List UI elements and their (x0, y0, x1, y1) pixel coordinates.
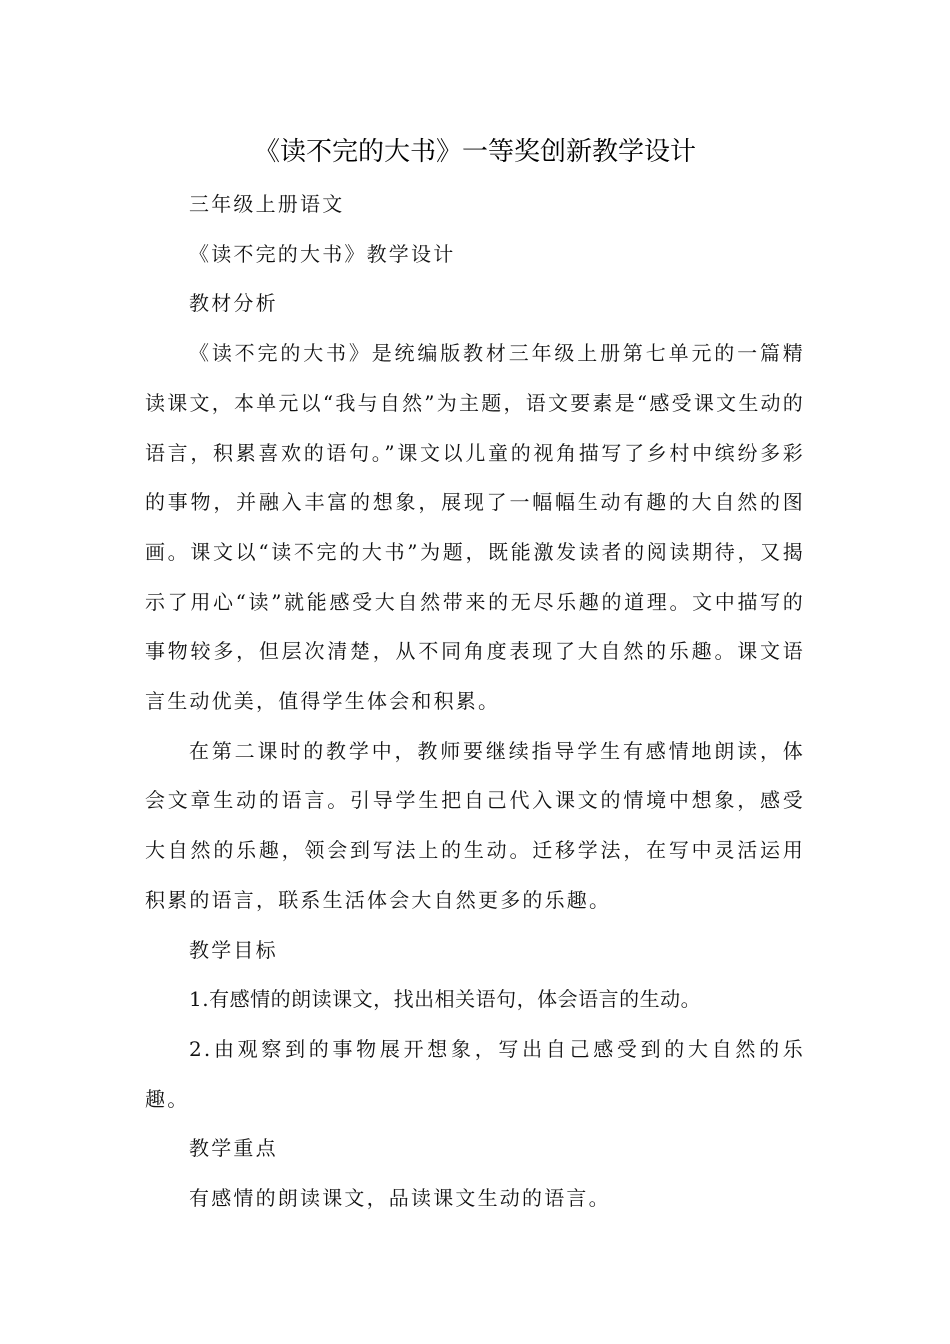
heading-teaching-focus: 教学重点 (189, 1136, 278, 1161)
heading-material-analysis: 教材分析 (189, 291, 278, 316)
paragraph-design-title: 《读不完的大书》教学设计 (189, 241, 456, 266)
paragraph-material-analysis: 《读不完的大书》是统编版教材三年级上册第七单元的一篇精读课文，本单元以“我与自然”为主题，语文要素是“感受课文生动的语言，积累喜欢的语句。”课文以儿童的视角描写了乡村中缤纷多彩的事物，并融入丰富的想象，展现了一幅幅生动有趣的大自然的图画。课文以“读不完的大书”为题，既能激发读者的阅读期待，又揭示了用心“读”就能感受大自然带来的无尽乐趣的道理。文中描写的事物较多，但层次清楚，从不同角度表现了大自然的乐趣。课文语言生动优美，值得学生体会和积累。 (145, 341, 805, 714)
paragraph-second-lesson: 在第二课时的教学中，教师要继续指导学生有感情地朗读，体会文章生动的语言。引导学生把自己代入课文的情境中想象，感受大自然的乐趣，领会到写法上的生动。迁移学法，在写中灵活运用积累的语言，联系生活体会大自然更多的乐趣。 (145, 738, 805, 912)
goal-item-1: 1.有感情的朗读课文，找出相关语句，体会语言的生动。 (189, 987, 702, 1012)
heading-teaching-goals: 教学目标 (189, 937, 278, 962)
document-body (145, 180, 805, 1224)
paragraph-teaching-focus: 有感情的朗读课文，品读课文生动的语言。 (189, 1186, 611, 1211)
document-title: 《读不完的大书》一等奖创新教学设计 (253, 137, 696, 167)
goal-item-2: 2.由观察到的事物展开想象，写出自己感受到的大自然的乐趣。 (145, 1036, 805, 1111)
paragraph-grade-subject: 三年级上册语文 (189, 192, 345, 216)
